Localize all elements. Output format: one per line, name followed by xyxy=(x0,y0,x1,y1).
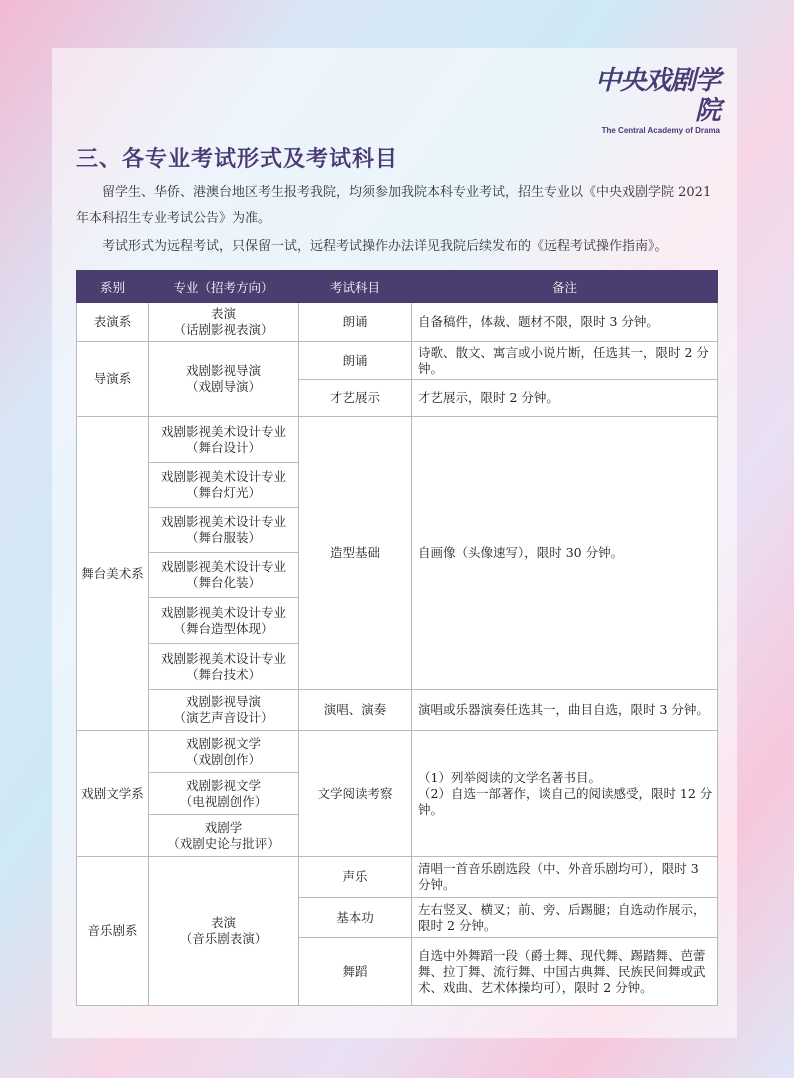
major-direction: （电视剧创作） xyxy=(179,793,268,809)
note-line: （2）自选一部著作，谈自己的阅读感受，限时 12 分钟。 xyxy=(418,785,713,817)
major-cell xyxy=(149,644,299,690)
subject-cell: 才艺展示 xyxy=(299,380,412,417)
major-cell xyxy=(149,508,299,553)
table-row xyxy=(77,417,718,463)
dept-cell: 音乐剧系 xyxy=(77,857,149,1006)
major-name: 戏剧影视导演 xyxy=(185,363,261,378)
major-direction: （戏剧创作） xyxy=(185,751,261,767)
major-cell xyxy=(149,303,299,342)
major-direction: （舞台技术） xyxy=(185,666,261,682)
section-title: 三、各专业考试形式及考试科目 xyxy=(76,147,399,172)
note-cell: 诗歌、散文、寓言或小说片断，任选其一，限时 2 分钟。 xyxy=(412,342,718,380)
major-cell xyxy=(149,553,299,598)
major-cell xyxy=(149,773,299,815)
major-name: 戏剧影视美术设计专业 xyxy=(160,604,286,620)
major-cell xyxy=(149,857,299,1006)
exam-table xyxy=(76,270,718,1006)
major-cell xyxy=(149,731,299,773)
subject-cell: 基本功 xyxy=(299,898,412,938)
note-cell: 清唱一首音乐剧选段（中、外音乐剧均可），限时 3 分钟。 xyxy=(412,857,718,898)
dept-cell: 戏剧文学系 xyxy=(77,731,149,857)
dept-cell: 导演系 xyxy=(77,342,149,417)
header-dept: 系别 xyxy=(77,271,149,303)
subject-cell: 演唱、演奏 xyxy=(299,690,412,731)
major-direction: （话剧影视表演） xyxy=(173,322,274,337)
table-row xyxy=(77,342,718,380)
subject-cell: 舞蹈 xyxy=(299,938,412,1006)
table-header xyxy=(77,271,718,303)
major-direction: （舞台设计） xyxy=(185,439,261,455)
major-direction: （舞台服装） xyxy=(185,530,261,545)
major-direction: （舞台灯光） xyxy=(185,485,261,500)
major-name: 表演 xyxy=(210,306,236,321)
note-cell: 自画像（头像速写），限时 30 分钟。 xyxy=(412,417,718,690)
note-cell: 自选中外舞蹈一段（爵士舞、现代舞、踢踏舞、芭蕾舞、拉丁舞、流行舞、中国古典舞、民族民间舞或武术、戏曲、艺术体操均可），限时 2 分钟。 xyxy=(412,938,718,1006)
major-direction: （演艺声音设计） xyxy=(173,710,274,725)
note-cell xyxy=(412,731,718,857)
dept-cell: 表演系 xyxy=(77,303,149,342)
subject-cell: 文学阅读考察 xyxy=(299,731,412,857)
major-name: 戏剧影视美术设计专业 xyxy=(160,650,286,666)
major-direction: （戏剧史论与批评） xyxy=(167,835,280,851)
major-name: 戏剧影视美术设计专业 xyxy=(160,559,286,574)
major-direction: （音乐剧表演） xyxy=(179,931,268,946)
major-name: 戏剧影视文学 xyxy=(185,777,261,793)
table-row xyxy=(77,857,718,898)
note-line: （1）列举阅读的文学名著书目。 xyxy=(418,769,601,785)
note-cell: 演唱或乐器演奏任选其一，曲目自选，限时 3 分钟。 xyxy=(412,690,718,731)
table-row xyxy=(77,303,718,342)
major-cell xyxy=(149,463,299,508)
major-direction: （戏剧导演） xyxy=(185,379,261,394)
note-cell: 左右竖叉、横叉；前、旁、后踢腿；自选动作展示，限时 2 分钟。 xyxy=(412,898,718,938)
major-name: 表演 xyxy=(210,915,236,930)
subject-cell: 朗诵 xyxy=(299,342,412,380)
major-cell xyxy=(149,598,299,644)
logo-chinese: 中央戏剧学院 xyxy=(594,66,720,126)
major-name: 戏剧影视美术设计专业 xyxy=(160,469,286,484)
exam-format-paragraph: 考试形式为远程考试，只保留一试，远程考试操作办法详见我院后续发布的《远程考试操作指南》。 xyxy=(102,239,668,254)
header-major: 专业（招考方向） xyxy=(149,271,299,303)
major-cell xyxy=(149,417,299,463)
intro-paragraph: 留学生、华侨、港澳台地区考生报考我院，均须参加我院本科专业考试，招生专业以《中央戏剧学院 2021 年本科招生专业考试公告》为准。 xyxy=(76,185,712,226)
major-cell xyxy=(149,342,299,417)
subject-cell: 朗诵 xyxy=(299,303,412,342)
logo-english: The Central Academy of Drama xyxy=(601,126,720,135)
header-note: 备注 xyxy=(412,271,718,303)
header-subject: 考试科目 xyxy=(299,271,412,303)
major-name: 戏剧学 xyxy=(204,819,243,835)
note-cell: 自备稿件，体裁、题材不限，限时 3 分钟。 xyxy=(412,303,718,342)
dept-cell: 舞台美术系 xyxy=(77,417,149,731)
major-name: 戏剧影视美术设计专业 xyxy=(160,423,286,439)
subject-cell: 造型基础 xyxy=(299,417,412,690)
major-cell xyxy=(149,815,299,857)
table-row xyxy=(77,690,718,731)
subject-cell: 声乐 xyxy=(299,857,412,898)
note-cell: 才艺展示，限时 2 分钟。 xyxy=(412,380,718,417)
major-direction: （舞台化装） xyxy=(185,575,261,590)
academy-logo xyxy=(592,66,720,136)
table-row xyxy=(77,731,718,773)
major-cell xyxy=(149,690,299,731)
major-name: 戏剧影视美术设计专业 xyxy=(160,514,286,529)
major-direction: （舞台造型体现） xyxy=(173,620,274,636)
major-name: 戏剧影视导演 xyxy=(185,694,261,709)
major-name: 戏剧影视文学 xyxy=(185,735,261,751)
